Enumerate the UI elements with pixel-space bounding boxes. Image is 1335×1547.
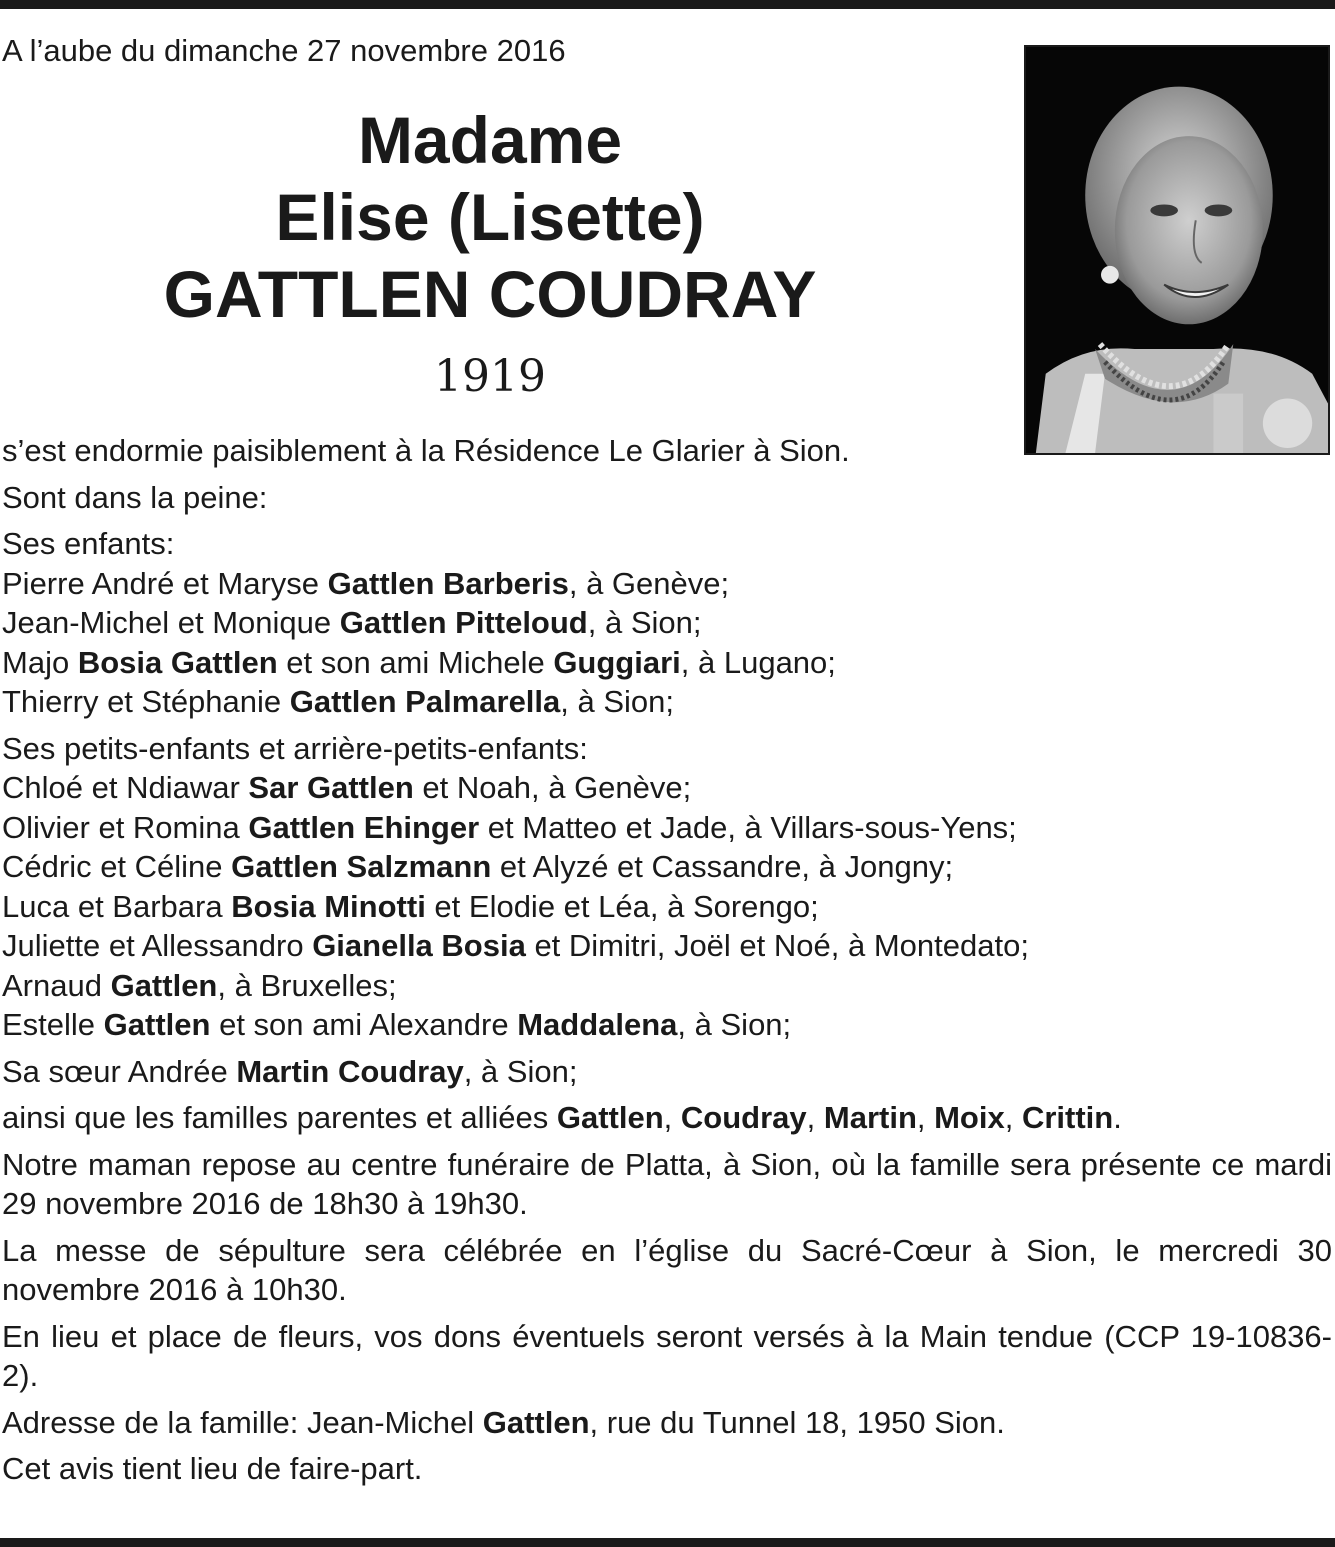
family-address	[2, 1403, 1332, 1443]
text-run: et Alyzé et Cassandre, à Jongny;	[491, 849, 954, 884]
surname-emphasis: Gianella Bosia	[312, 928, 526, 963]
title: Madame	[357, 103, 623, 177]
text-run: , à Bruxelles;	[217, 967, 397, 1003]
text-run: , à Sion;	[560, 684, 675, 719]
sister-line	[2, 1052, 1332, 1092]
text-run: , à Lugano;	[680, 644, 836, 680]
notice-body	[2, 431, 1332, 1496]
surname-emphasis: Gattlen Salzmann	[231, 849, 492, 884]
grandchild-line	[2, 928, 1029, 963]
surname-emphasis: Gattlen Pitteloud	[339, 605, 588, 640]
closing-note: Cet avis tient lieu de faire-part.	[2, 1451, 423, 1486]
text-run: ainsi que les familles parentes et alliées	[2, 1100, 557, 1135]
surname-emphasis: Bosia Minotti	[231, 888, 426, 924]
mass-info: La messe de sépulture sera célébrée en l’église du Sacré-Cœur à Sion, le mercredi 30 novembre 2016 à 10h30.	[2, 1232, 1332, 1307]
intro-text: s’est endormie paisiblement à la Résidence Le Glarier à Sion.	[2, 433, 850, 468]
text-run: , rue du Tunnel 18, 1950 Sion.	[589, 1404, 1005, 1440]
grandchild-line	[2, 770, 691, 805]
surname-emphasis: Martin Coudray	[236, 1053, 464, 1089]
child-line	[2, 566, 729, 601]
text-run: et son ami Alexandre	[210, 1007, 518, 1042]
grandchild-line	[2, 810, 1017, 845]
surname-emphasis: Sar Gattlen	[248, 770, 414, 805]
text-run: ,	[1004, 1100, 1022, 1135]
birth-year: 1919	[434, 351, 546, 402]
grandchildren-section	[2, 729, 1332, 1045]
viewing-info: Notre maman repose au centre funéraire de Platta, à Sion, où la famille sera présente ce mardi 29 novembre 2016 de 18h30 à 19h30.	[2, 1146, 1332, 1221]
text-run: et Elodie et Léa, à Sorengo;	[425, 888, 819, 924]
surname-emphasis: Gattlen	[556, 1100, 664, 1135]
text-run: Olivier et Romina	[2, 809, 249, 845]
surname-emphasis: Gattlen Barberis	[327, 565, 569, 601]
bottom-rule	[0, 1538, 1335, 1547]
text-run: ,	[916, 1100, 935, 1135]
donations-info: En lieu et place de fleurs, vos dons éventuels seront versés à la Main tendue (CCP 19-10836- 2).	[2, 1318, 1332, 1393]
mourners-heading: Sont dans la peine:	[2, 479, 268, 515]
text-run: ,	[806, 1100, 824, 1135]
surname-emphasis: Martin	[823, 1100, 917, 1135]
grandchild-line	[2, 889, 819, 924]
dateline: A l’aube du dimanche 27 novembre 2016	[2, 33, 566, 68]
text-run: ,	[663, 1100, 681, 1135]
text-run: Thierry et Stéphanie	[2, 684, 290, 719]
text-run: , à Sion;	[587, 605, 702, 640]
portrait-photo	[1024, 45, 1330, 455]
text-run: Cédric et Céline	[2, 849, 232, 884]
surname-emphasis: Gattlen	[110, 967, 218, 1003]
text-run: Jean-Michel et Monique	[2, 605, 340, 640]
text-run: Luca et Barbara	[2, 888, 232, 924]
text-run: , à Sion;	[677, 1007, 792, 1042]
text-run: et Matteo et Jade, à Villars-sous-Yens;	[479, 809, 1017, 845]
text-run: Juliette et Allessandro	[2, 928, 313, 963]
surname-emphasis: Gattlen Palmarella	[289, 684, 561, 719]
surname-emphasis: Coudray	[680, 1100, 807, 1135]
text-run: Estelle	[2, 1007, 104, 1042]
text-run: Pierre André et Maryse	[2, 565, 328, 601]
text-run: , à Genève;	[568, 565, 730, 601]
surname-emphasis: Moix	[934, 1100, 1005, 1135]
text-run: , à Sion;	[463, 1053, 578, 1089]
text-run: Adresse de la famille: Jean-Michel	[2, 1404, 483, 1440]
given-name: Elise (Lisette)	[275, 180, 705, 254]
surname-emphasis: Bosia Gattlen	[77, 644, 278, 680]
children-section	[2, 524, 1332, 722]
child-line	[2, 645, 836, 680]
grandchildren-heading: Ses petits-enfants et arrière-petits-enfants:	[2, 730, 588, 766]
text-run: et Dimitri, Joël et Noé, à Montedato;	[525, 928, 1029, 963]
text-run: Chloé et Ndiawar	[2, 770, 249, 805]
grandchild-line	[2, 1007, 791, 1042]
children-heading: Ses enfants:	[2, 526, 175, 561]
text-run: et Noah, à Genève;	[413, 770, 692, 805]
surname-emphasis: Crittin	[1021, 1100, 1114, 1135]
text-run: Majo	[2, 644, 78, 680]
top-rule	[0, 0, 1335, 9]
surname-emphasis: Gattlen	[482, 1404, 590, 1440]
surname: GATTLEN COUDRAY	[163, 257, 817, 331]
families-line	[2, 1098, 1332, 1138]
child-line	[2, 605, 701, 640]
grandchild-line	[2, 968, 397, 1003]
surname-emphasis: Guggiari	[553, 644, 681, 680]
grandchild-line	[2, 849, 953, 884]
surname-emphasis: Gattlen Ehinger	[248, 809, 480, 845]
text-run: Sa sœur Andrée	[2, 1053, 237, 1089]
child-line	[2, 684, 674, 719]
text-run: Arnaud	[2, 967, 111, 1003]
text-run: et son ami Michele	[277, 644, 554, 680]
text-run: .	[1113, 1100, 1122, 1135]
surname-emphasis: Maddalena	[517, 1007, 678, 1042]
surname-emphasis: Gattlen	[103, 1007, 211, 1042]
portrait-icon	[1026, 47, 1328, 453]
